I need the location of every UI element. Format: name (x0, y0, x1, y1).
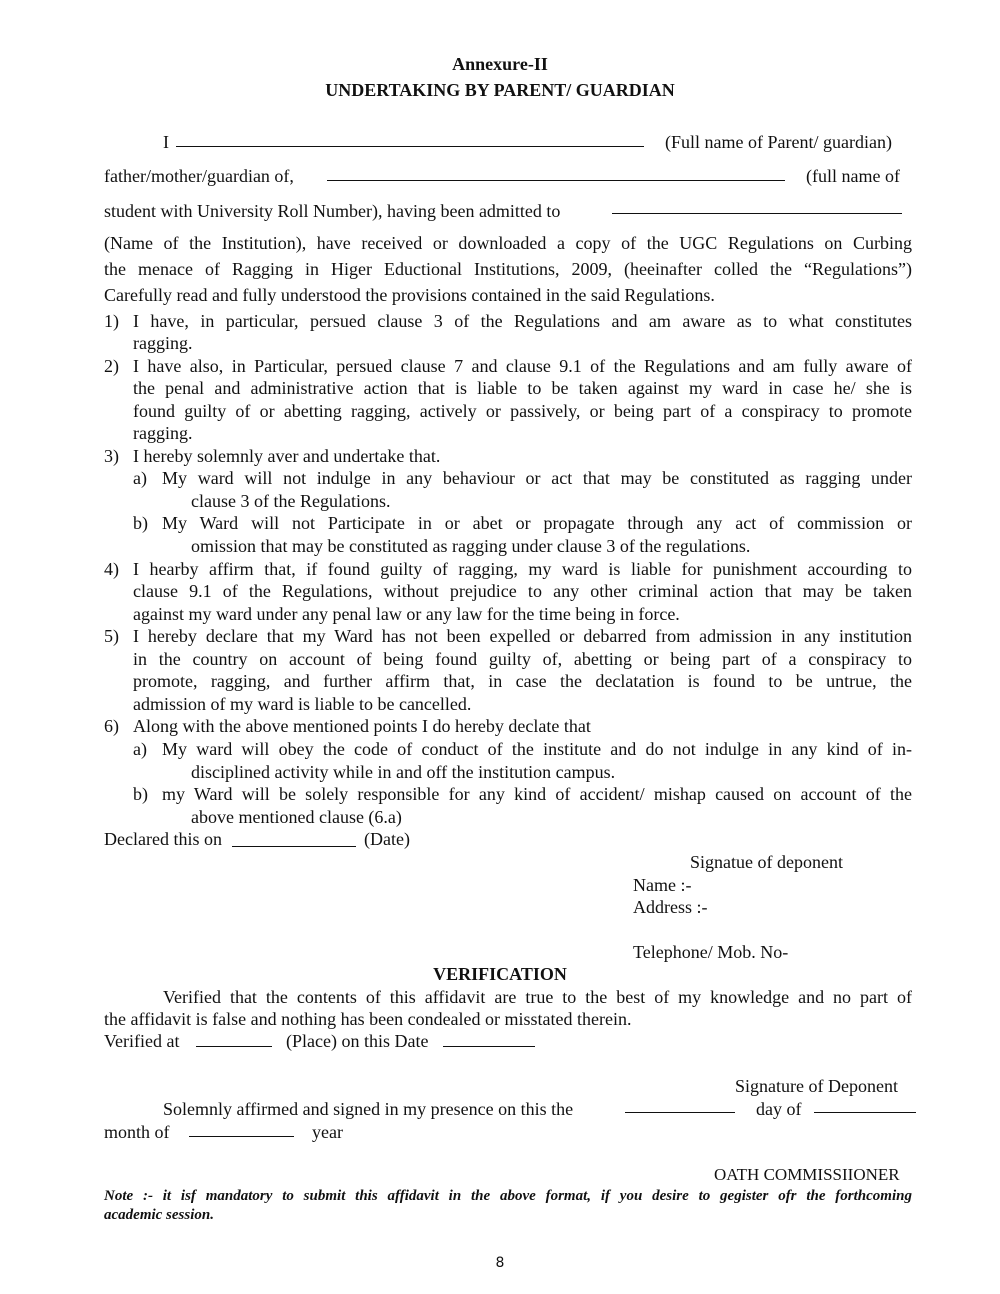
place-date-label: (Place) on this Date (286, 1031, 429, 1051)
note-text: academic session. (104, 1207, 214, 1223)
subitem-text: omission that may be constituted as ragging under clause 3 of the regulations. (191, 536, 751, 556)
oath-commissioner-label: OATH COMMISSIIONER (714, 1165, 900, 1184)
verification-date-blank[interactable] (443, 1046, 535, 1047)
subitem-text: My Ward will not Participate in or abet or propagate through any act of commission or (162, 513, 912, 533)
date-label: (Date) (364, 829, 410, 849)
declared-date-blank[interactable] (232, 846, 356, 847)
verification-title: VERIFICATION (433, 964, 567, 984)
subitem-text: disciplined activity while in and off the institution campus. (191, 762, 616, 782)
subitem-text: above mentioned clause (6.a) (191, 807, 402, 827)
item-text: I have, in particular, persued clause 3 of the Regulations and am aware as to what constitutes (133, 311, 912, 331)
item-text: against my ward under any penal law or any law for the time being in force. (133, 604, 680, 624)
subitem-text: clause 3 of the Regulations. (191, 491, 391, 511)
item-number: 2) (104, 356, 119, 376)
page-title: UNDERTAKING BY PARENT/ GUARDIAN (325, 80, 675, 100)
institution-blank[interactable] (612, 213, 902, 214)
item-number: 4) (104, 559, 119, 579)
subitem-letter: a) (133, 468, 147, 488)
name-label: Name :- (633, 875, 692, 895)
address-label: Address :- (633, 897, 708, 917)
item-text: Along with the above mentioned points I do hereby declate that (133, 716, 591, 736)
item-text: I have also, in Particular, persued clause 7 and clause 9.1 of the Regulations and am fully aware of (133, 356, 912, 376)
item-number: 3) (104, 446, 119, 466)
item-text: ragging. (133, 333, 193, 353)
item-number: 1) (104, 311, 119, 331)
student-name-blank[interactable] (327, 180, 785, 181)
month-blank-2[interactable] (189, 1136, 294, 1137)
annexure-label: Annexure-II (452, 54, 548, 74)
note-text: Note :- it isf mandatory to submit this affidavit in the above format, if you desire to gegister ofr the forthcoming (104, 1188, 912, 1204)
deponent-signature-label-2: Signature of Deponent (735, 1076, 898, 1096)
item-number: 6) (104, 716, 119, 736)
day-blank[interactable] (625, 1112, 735, 1113)
subitem-letter: a) (133, 739, 147, 759)
page-number: 8 (495, 1255, 505, 1271)
item-number: 5) (104, 626, 119, 646)
verified-at-label: Verified at (104, 1031, 180, 1051)
declared-label: Declared this on (104, 829, 222, 849)
subitem-text: My ward will not indulge in any behaviour or act that may be constituted as ragging under (162, 468, 912, 488)
item-text: I hearby affirm that, if found guilty of ragging, my ward is liable for punishment accourding to (133, 559, 912, 579)
parent-name-label: (Full name of Parent/ guardian) (665, 132, 892, 152)
intro-i: I (163, 132, 169, 152)
item-text: ragging. (133, 423, 193, 443)
month-blank-1[interactable] (814, 1112, 916, 1113)
item-text: the penal and administrative action that is liable to be taken against my ward in case he/ she is (133, 378, 912, 398)
subitem-letter: b) (133, 784, 148, 804)
solemnly-label: Solemnly affirmed and signed in my presence on this the (163, 1099, 574, 1119)
relation-label: father/mother/guardian of, (104, 166, 294, 186)
year-label: year (312, 1122, 343, 1142)
intro-paragraph-line: (Name of the Institution), have received or downloaded a copy of the UGC Regulations on Curbing (104, 233, 912, 253)
subitem-text: My ward will obey the code of conduct of the institute and do not indulge in any kind of in- (162, 739, 912, 759)
month-of-label: month of (104, 1122, 170, 1142)
place-blank[interactable] (196, 1046, 272, 1047)
item-text: I hereby declare that my Ward has not been expelled or debarred from admission in any institution (133, 626, 912, 646)
day-of-label: day of (756, 1099, 802, 1119)
item-text: promote, ragging, and further affirm that, in case the declatation is found to be untrue, the (133, 671, 912, 691)
item-text: I hereby solemnly aver and undertake that. (133, 446, 441, 466)
subitem-text: my Ward will be solely responsible for any kind of accident/ mishap caused on account of the (162, 784, 912, 804)
telephone-label: Telephone/ Mob. No- (633, 942, 789, 962)
intro-paragraph-line: Carefully read and fully understood the provisions contained in the said Regulations. (104, 285, 715, 305)
subitem-letter: b) (133, 513, 148, 533)
item-text: in the country on account of being found guilty of, abetting or being part of a conspiracy to (133, 649, 912, 669)
item-text: clause 9.1 of the Regulations, without prejudice to any other criminal action that may be taken (133, 581, 912, 601)
intro-paragraph-line: the menace of Ragging in Higer Eductional Institutions, 2009, (heeinafter colled the “Regulations”) (104, 259, 912, 279)
verification-text: Verified that the contents of this affidavit are true to the best of my knowledge and no part of (163, 987, 912, 1007)
student-name-label: (full name of (806, 166, 900, 186)
verification-text: the affidavit is false and nothing has been condealed or misstated therein. (104, 1009, 632, 1029)
roll-number-label: student with University Roll Number), having been admitted to (104, 201, 561, 221)
item-text: found guilty of or abetting ragging, actively or passively, or being part of a conspiracy to promote (133, 401, 912, 421)
deponent-signature-label: Signatue of deponent (690, 852, 843, 872)
parent-name-blank[interactable] (176, 146, 644, 147)
item-text: admission of my ward is liable to be cancelled. (133, 694, 472, 714)
